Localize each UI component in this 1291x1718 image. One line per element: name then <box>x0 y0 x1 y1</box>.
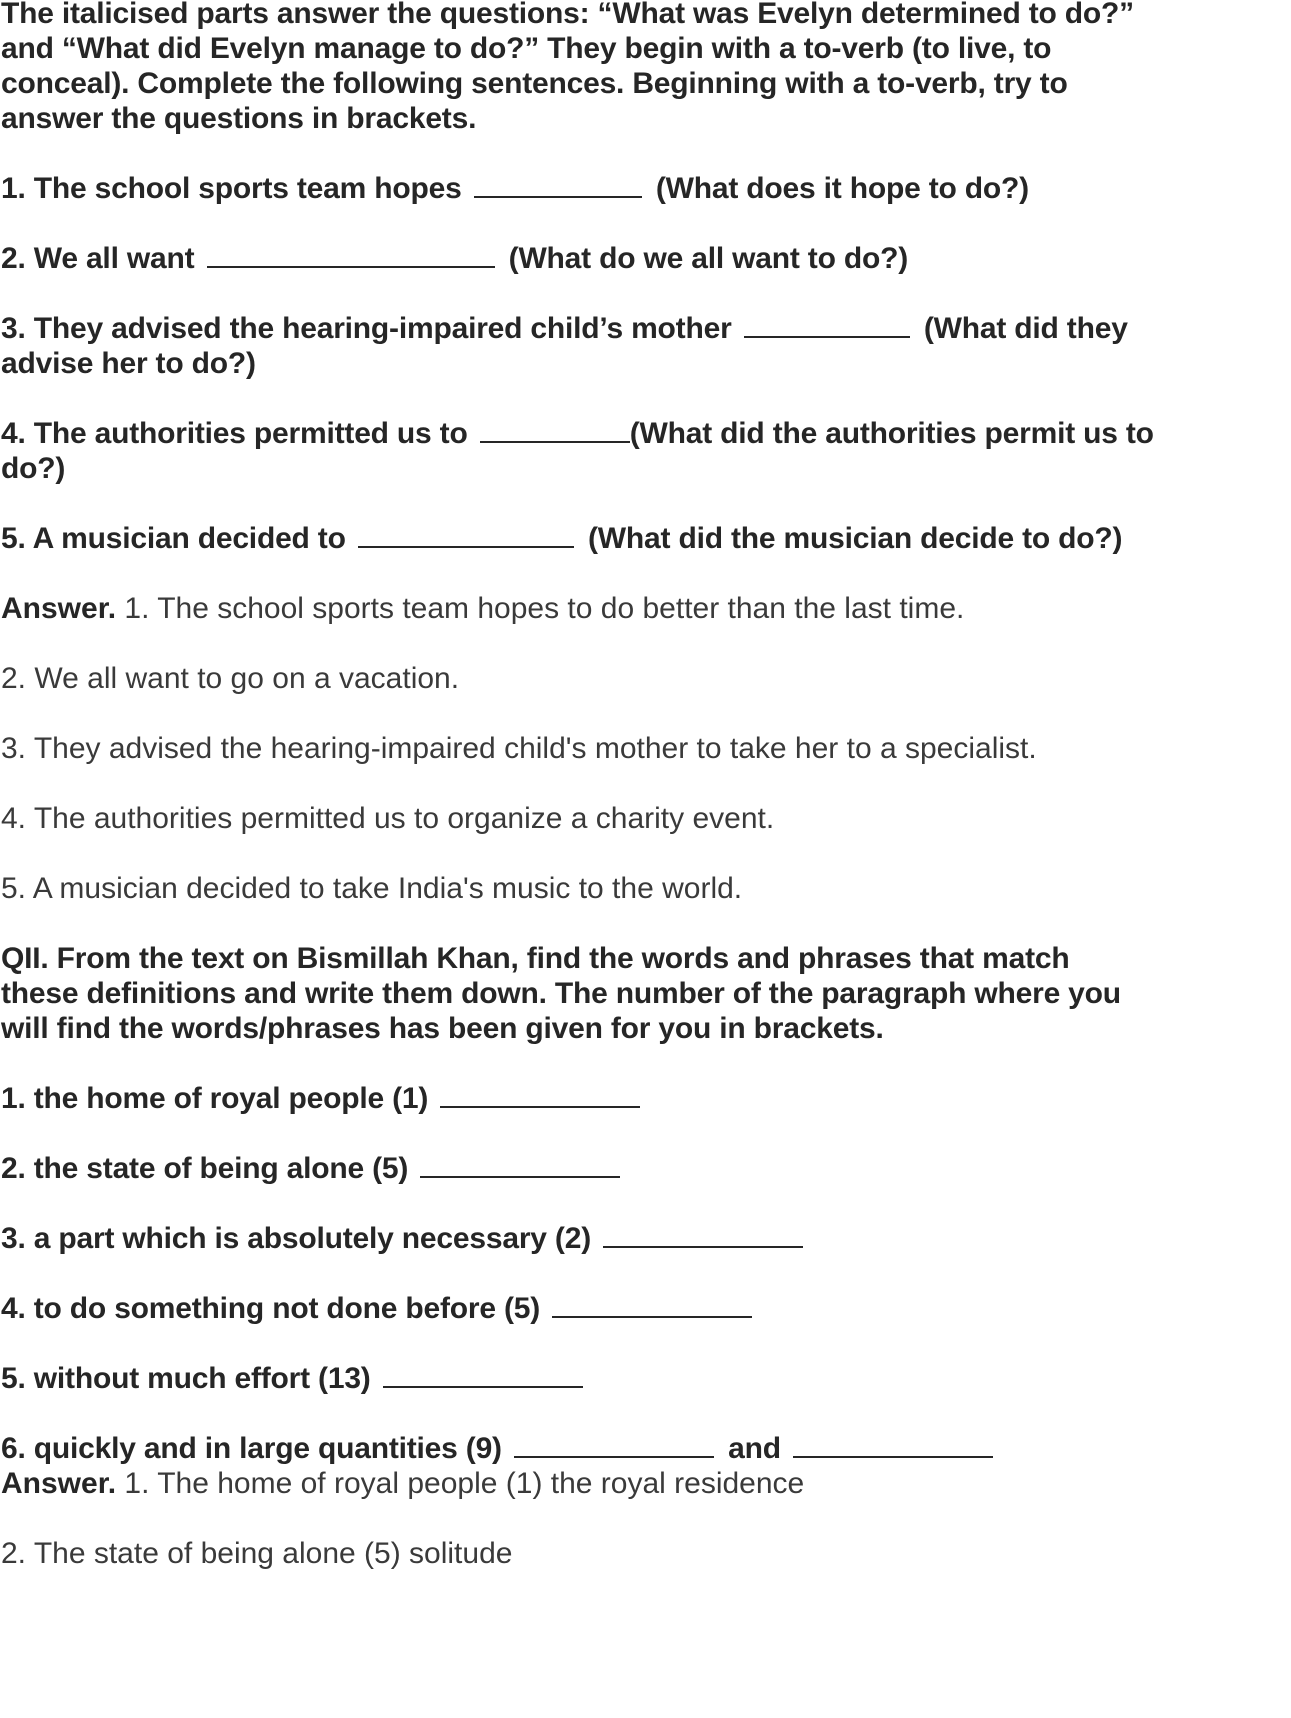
answer-blank[interactable] <box>552 1292 752 1318</box>
section-heading-line: QII. From the text on Bismillah Khan, find the words and phrases that match <box>1 942 1070 975</box>
answer-blank[interactable] <box>603 1222 803 1248</box>
answer-line: 2. The state of being alone (5) solitude <box>1 1537 513 1570</box>
answer-line: 5. A musician decided to take India's music to the world. <box>1 872 743 905</box>
instruction-line: and “What did Evelyn manage to do?” They begin with a to-verb (to live, to <box>1 32 1052 65</box>
answer-line: 3. They advised the hearing-impaired child's mother to take her to a specialist. <box>1 732 1037 765</box>
answer-blank[interactable] <box>383 1362 583 1388</box>
question-item-continued: do?) <box>1 452 66 485</box>
answer-line: 4. The authorities permitted us to organize a charity event. <box>1 802 775 835</box>
instruction-line: answer the questions in brackets. <box>1 102 477 135</box>
definition-item: 4. to do something not done before (5) <box>1 1291 758 1326</box>
answer-blank[interactable] <box>480 417 630 443</box>
answer-line: Answer. 1. The home of royal people (1) the royal residence <box>1 1467 805 1500</box>
answer-blank[interactable] <box>793 1432 993 1458</box>
question-item: 4. The authorities permitted us to (What did the authorities permit us to <box>1 417 1154 450</box>
question-item: 1. The school sports team hopes (What does it hope to do?) <box>1 172 1029 205</box>
definition-item: 5. without much effort (13) <box>1 1361 589 1396</box>
answer-blank[interactable] <box>420 1152 620 1178</box>
answer-blank[interactable] <box>514 1432 714 1458</box>
answer-blank[interactable] <box>744 312 910 338</box>
answer-blank[interactable] <box>440 1082 640 1108</box>
answer-blank[interactable] <box>358 522 574 548</box>
instruction-line: conceal). Complete the following sentences. Beginning with a to-verb, try to <box>1 67 1068 100</box>
answer-label: Answer. <box>1 1467 117 1500</box>
instruction-line: The italicised parts answer the questions: “What was Evelyn determined to do?” <box>1 0 1134 30</box>
section-heading-line: these definitions and write them down. The number of the paragraph where you <box>1 977 1121 1010</box>
definition-item: 3. a part which is absolutely necessary (2) <box>1 1221 809 1256</box>
definition-item: 1. the home of royal people (1) <box>1 1081 646 1116</box>
question-item: 3. They advised the hearing-impaired child’s mother (What did they <box>1 312 1128 345</box>
question-item: 5. A musician decided to (What did the musician decide to do?) <box>1 522 1123 555</box>
answer-blank[interactable] <box>207 242 495 268</box>
answer-blank[interactable] <box>474 172 642 198</box>
definition-item: 2. the state of being alone (5) <box>1 1151 626 1186</box>
section-heading-line: will find the words/phrases has been given for you in brackets. <box>1 1012 884 1045</box>
question-item-continued: advise her to do?) <box>1 347 256 380</box>
definition-item: 6. quickly and in large quantities (9) and <box>1 1431 999 1466</box>
answer-line: Answer. 1. The school sports team hopes to do better than the last time. <box>1 592 965 625</box>
answer-line: 2. We all want to go on a vacation. <box>1 662 460 695</box>
question-item: 2. We all want (What do we all want to do?) <box>1 242 909 275</box>
answer-label: Answer. <box>1 592 117 625</box>
